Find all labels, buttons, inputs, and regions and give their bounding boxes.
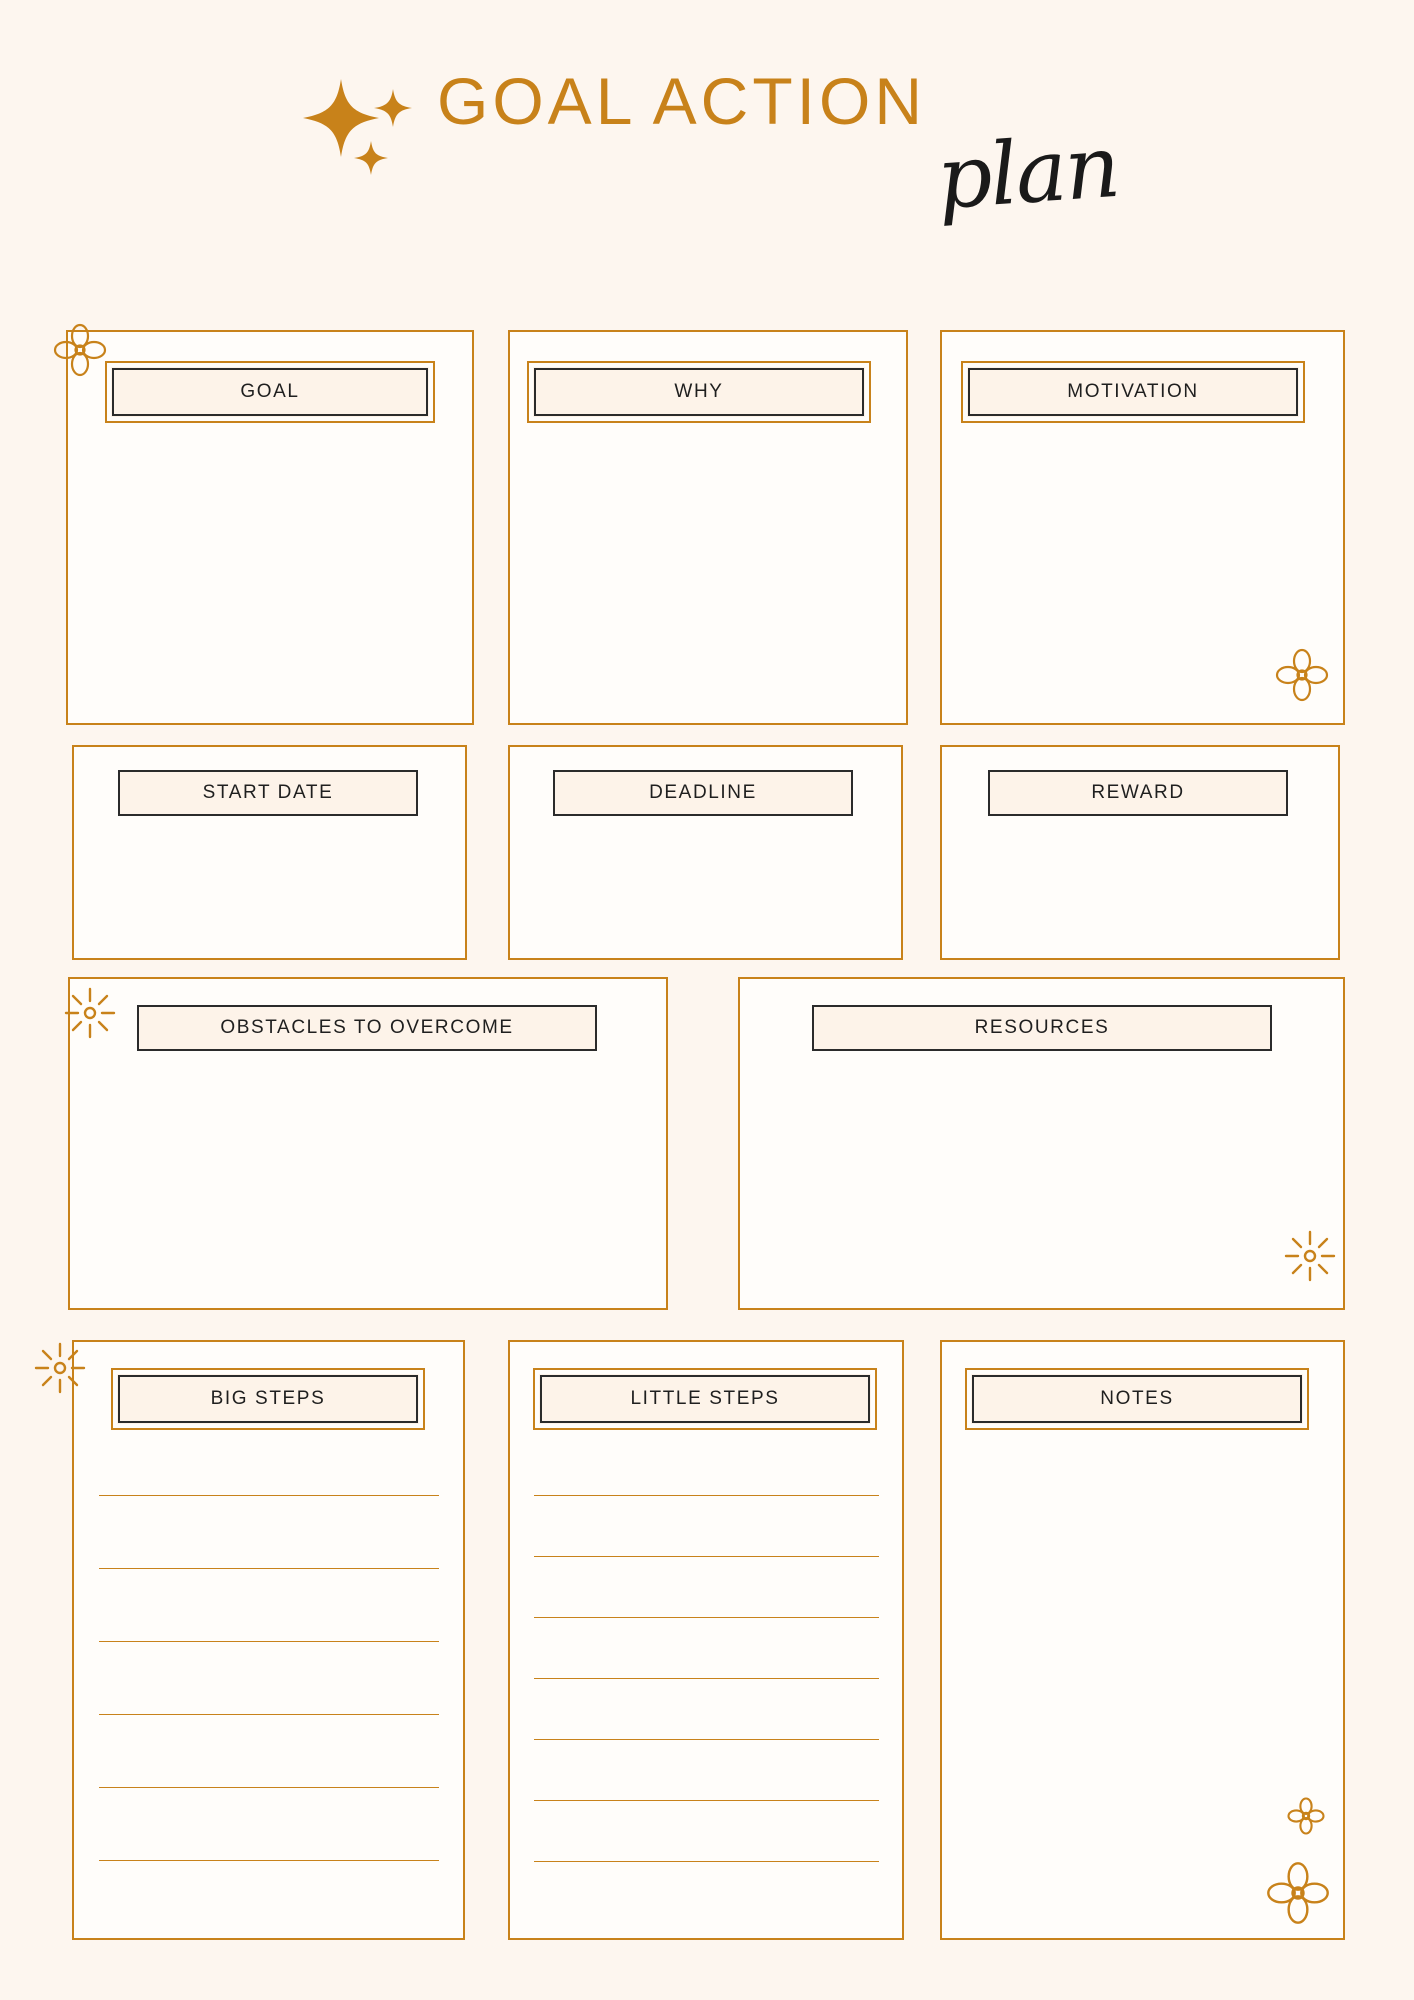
page-title-script: plan bbox=[933, 116, 1122, 230]
little-steps-label: LITTLE STEPS bbox=[540, 1375, 870, 1423]
write-line[interactable] bbox=[99, 1641, 439, 1642]
page-title: GOAL ACTION bbox=[437, 64, 926, 138]
write-line[interactable] bbox=[99, 1714, 439, 1715]
write-line[interactable] bbox=[534, 1678, 879, 1679]
page-header bbox=[0, 55, 1414, 255]
write-line[interactable] bbox=[99, 1568, 439, 1569]
why-label: WHY bbox=[534, 368, 864, 416]
notes-box[interactable] bbox=[940, 1340, 1345, 1940]
write-line[interactable] bbox=[534, 1739, 879, 1740]
big-steps-lines[interactable] bbox=[72, 1495, 465, 1861]
deadline-label: DEADLINE bbox=[553, 770, 853, 816]
goal-label: GOAL bbox=[112, 368, 428, 416]
write-line[interactable] bbox=[534, 1556, 879, 1557]
write-line[interactable] bbox=[99, 1787, 439, 1788]
write-line[interactable] bbox=[534, 1800, 879, 1801]
write-line[interactable] bbox=[99, 1495, 439, 1496]
start-date-label: START DATE bbox=[118, 770, 418, 816]
write-line[interactable] bbox=[534, 1495, 879, 1496]
write-line[interactable] bbox=[99, 1860, 439, 1861]
little-steps-lines[interactable] bbox=[508, 1495, 904, 1862]
notes-label: NOTES bbox=[972, 1375, 1302, 1423]
big-steps-label: BIG STEPS bbox=[118, 1375, 418, 1423]
resources-label: RESOURCES bbox=[812, 1005, 1272, 1051]
motivation-label: MOTIVATION bbox=[968, 368, 1298, 416]
reward-label: REWARD bbox=[988, 770, 1288, 816]
write-line[interactable] bbox=[534, 1617, 879, 1618]
obstacles-label: OBSTACLES TO OVERCOME bbox=[137, 1005, 597, 1051]
write-line[interactable] bbox=[534, 1861, 879, 1862]
sparkle-icon bbox=[297, 75, 427, 175]
